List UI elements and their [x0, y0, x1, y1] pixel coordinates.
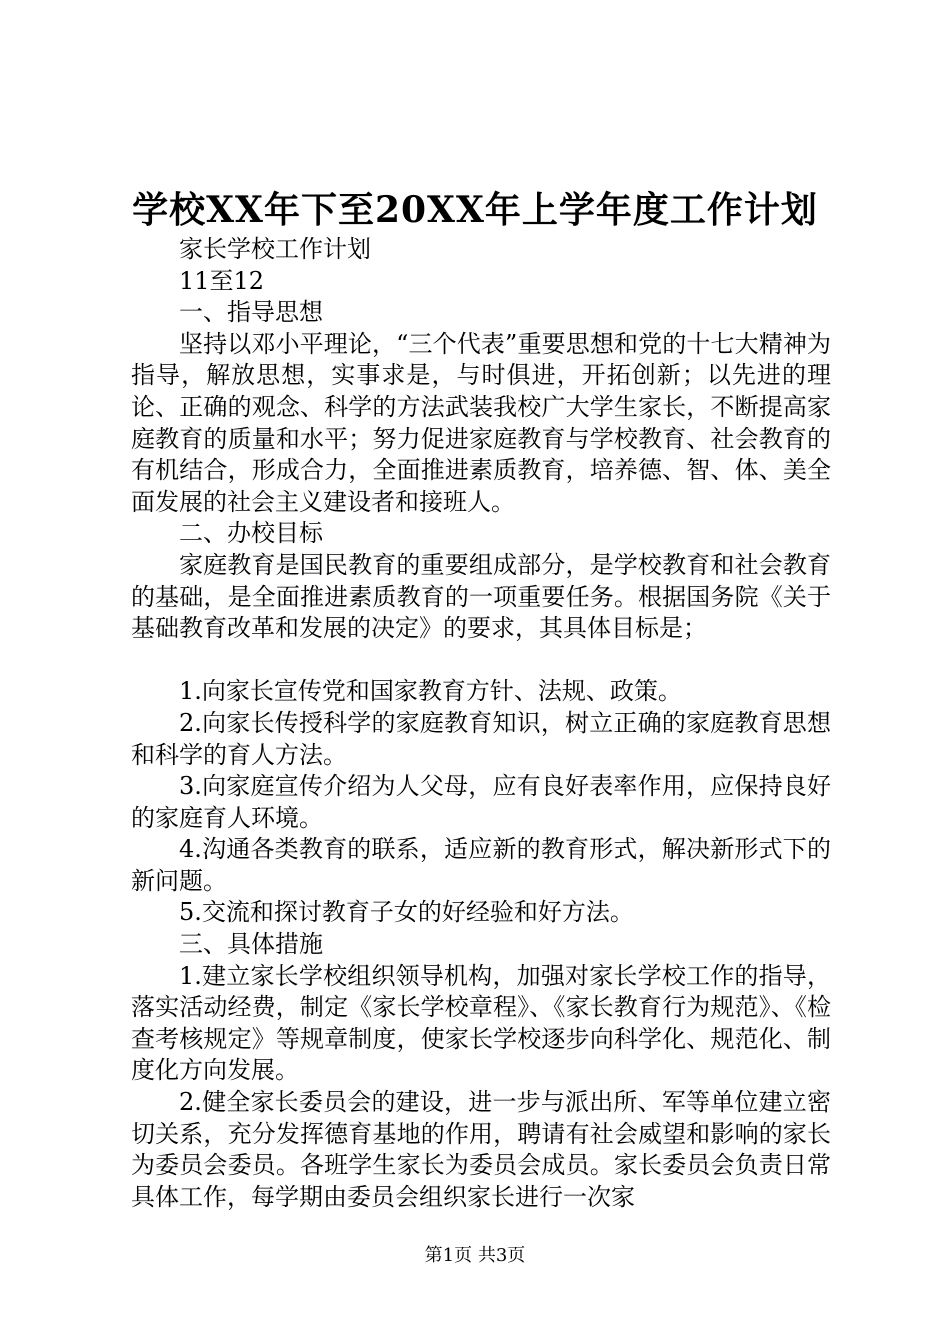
- measure-item-2: 2.健全家长委员会的建设，进一步与派出所、军等单位建立密切关系，充分发挥德育基地的作用，聘请有社会威望和影响的家长为委员会委员。各班学生家长为委员会成员。家长委员会负责日常具体工作，每学期由委员会组织家长进行一次家: [131, 1088, 831, 1211]
- date-range-paragraph: 11至12: [179, 266, 265, 295]
- guiding-ideology-paragraph: 坚持以邓小平理论，“三个代表”重要思想和党的十七大精神为指导，解放思想，实事求是，与时俱进，开拓创新；以先进的理论、正确的观念、科学的方法武装我校广大学生家长，不断提高家庭教育的质量和水平；努力促进家庭教育与学校教育、社会教育的有机结合，形成合力，全面推进素质教育，培养德、智、体、美全面发展的社会主义建设者和接班人。: [131, 329, 831, 516]
- section-heading-guiding-ideology: 一、指导思想: [179, 298, 323, 327]
- section-heading-school-goals: 二、办校目标: [179, 519, 323, 548]
- section-heading-measures: 三、具体措施: [179, 930, 323, 959]
- goal-item-5: 5.交流和探讨教育子女的好经验和好方法。: [179, 898, 634, 927]
- measure-item-1: 1.建立家长学校组织领导机构，加强对家长学校工作的指导，落实活动经费，制定《家长学校章程》、《家长教育行为规范》、《检查考核规定》等规章制度，使家长学校逐步向科学化、规范化、制度化方向发展。: [131, 961, 831, 1085]
- subtitle-paragraph: 家长学校工作计划: [179, 235, 371, 263]
- goal-item-2: 2.向家长传授科学的家庭教育知识，树立正确的家庭教育思想和科学的育人方法。: [131, 708, 831, 769]
- blank-line: [131, 645, 831, 677]
- page-footer: 第1页 共3页: [424, 1245, 526, 1266]
- document-title: 学校XX年下至20XX年上学年度工作计划: [132, 189, 818, 231]
- goal-item-4: 4.沟通各类教育的联系，适应新的教育形式，解决新形式下的新问题。: [131, 835, 831, 895]
- goal-item-1: 1.向家长宣传党和国家教育方针、法规、政策。: [179, 677, 682, 706]
- goal-item-3: 3.向家庭宣传介绍为人父母，应有良好表率作用，应保持良好的家庭育人环境。: [131, 772, 831, 832]
- document-body: [131, 234, 831, 1213]
- school-goals-paragraph: 家庭教育是国民教育的重要组成部分，是学校教育和社会教育的基础，是全面推进素质教育的一项重要任务。根据国务院《关于基础教育改革和发展的决定》的要求，其具体目标是；: [131, 550, 831, 643]
